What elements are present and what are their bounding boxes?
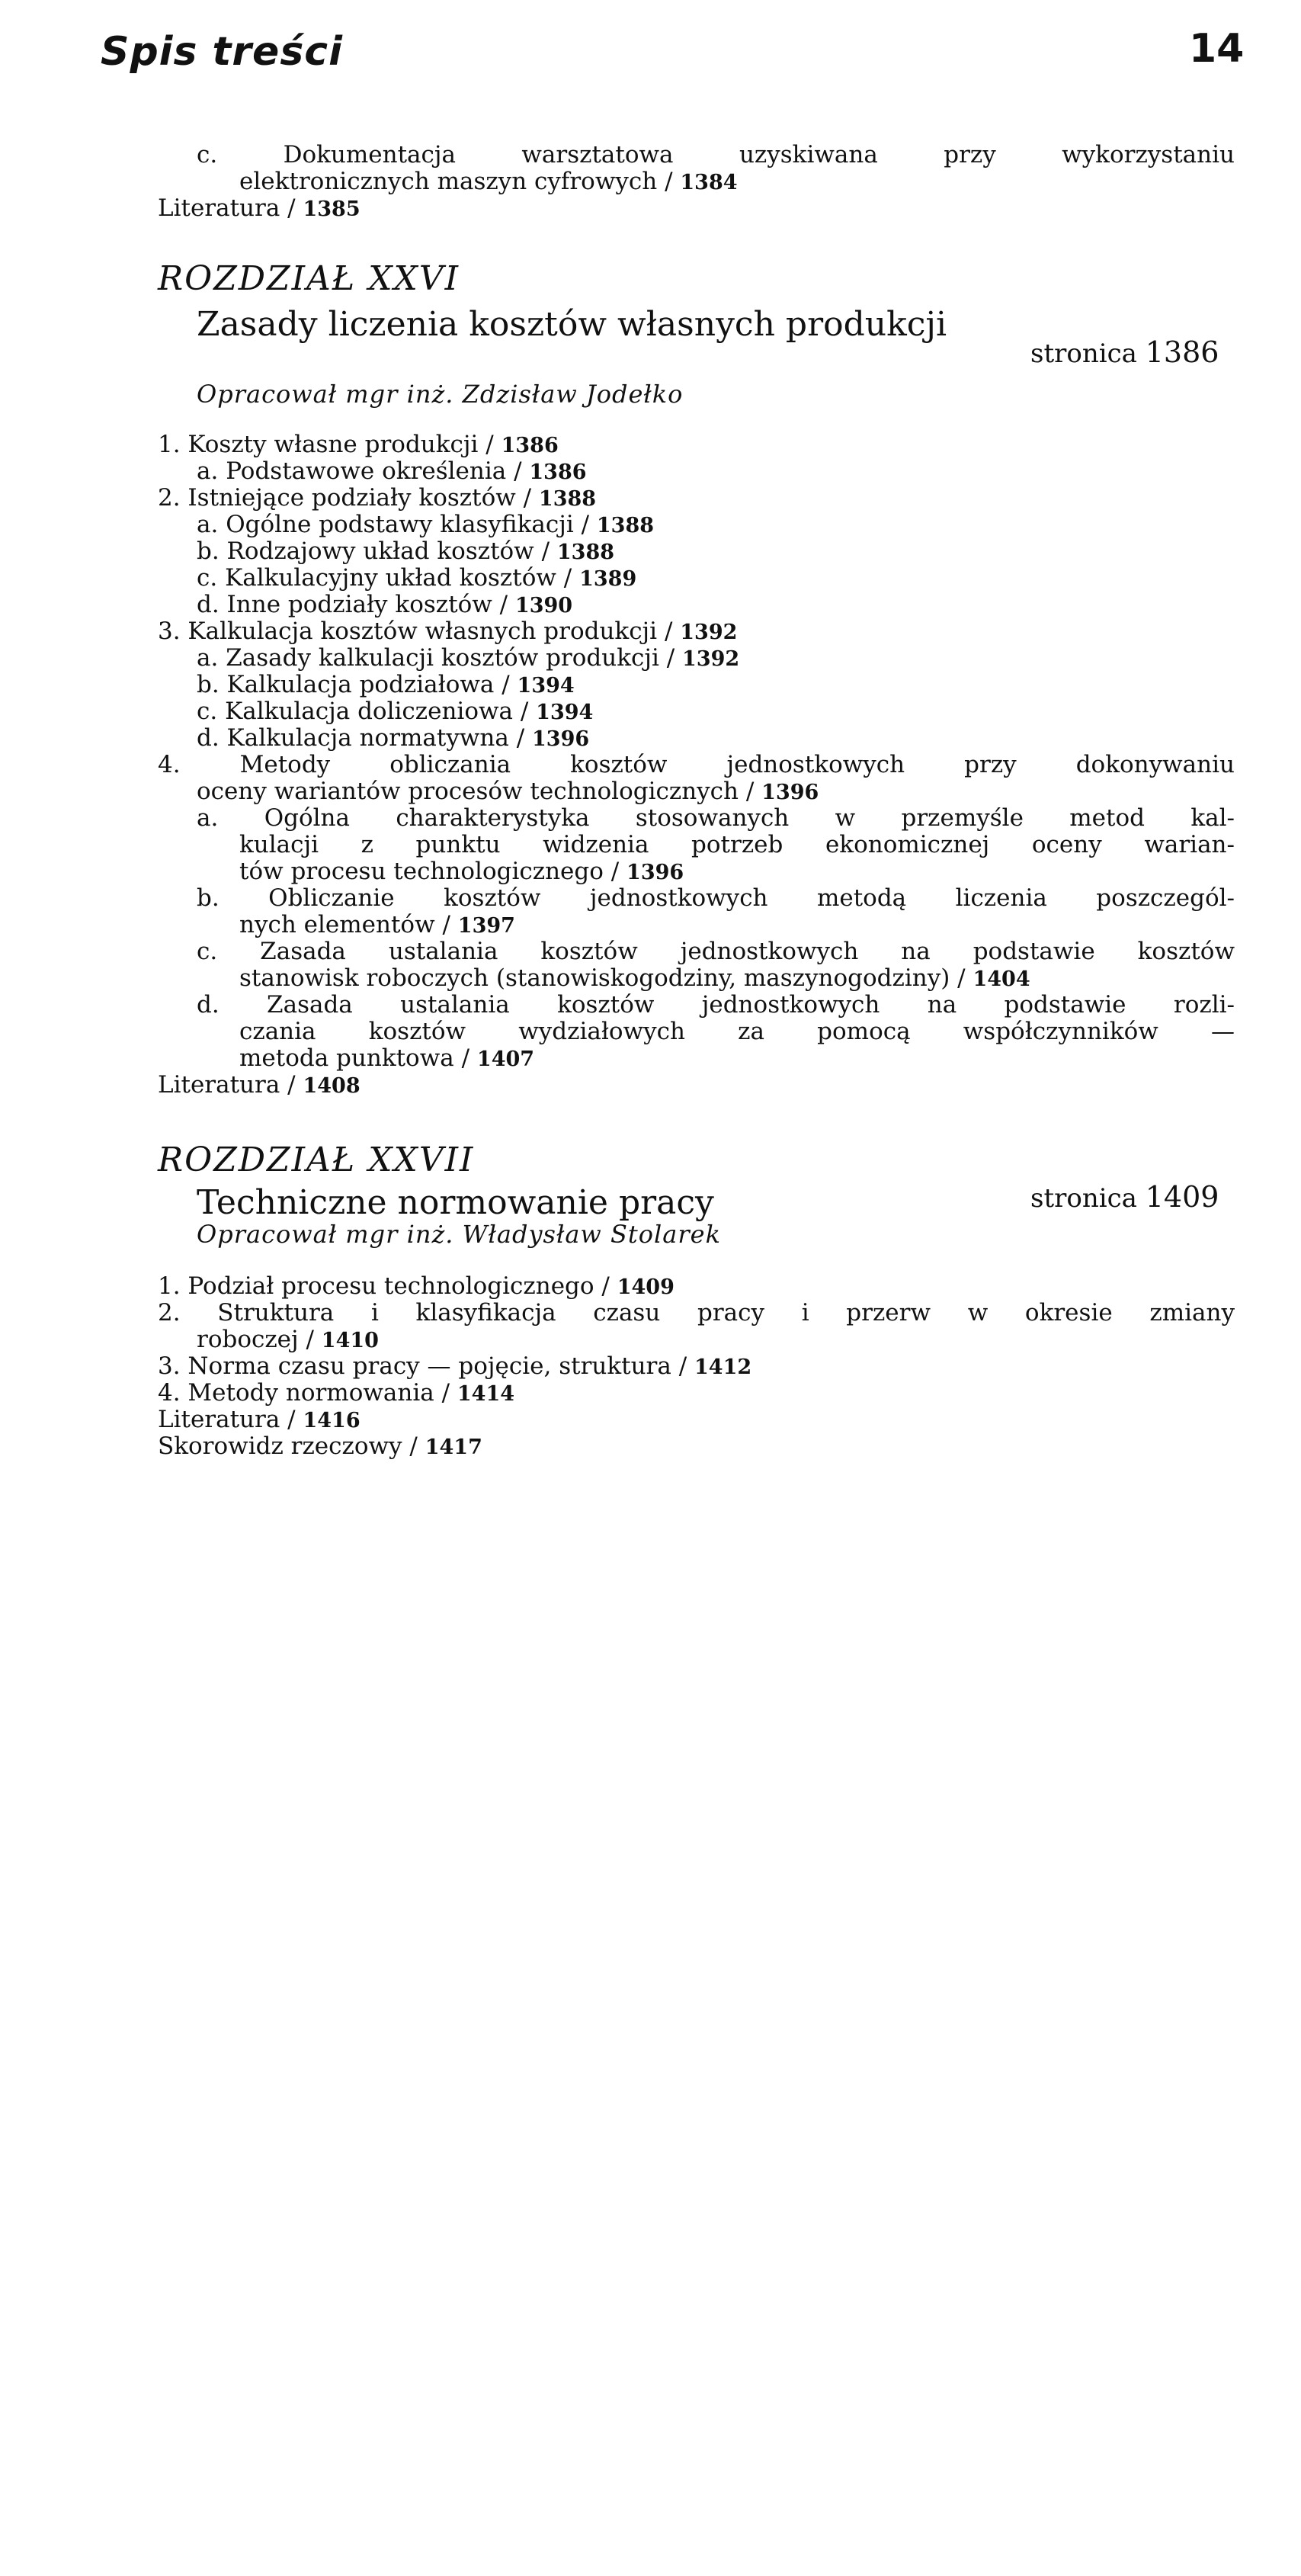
chapter-entries (0, 1273, 1301, 1460)
toc-entry: a. Ogólne podstawy klasyfikacji / 1388 (197, 511, 655, 538)
entry-page: 1388 (596, 514, 655, 537)
chapter-author: Opracował mgr inż. Władysław Stolarek (197, 1220, 721, 1249)
entry-page: 1394 (517, 674, 575, 698)
chapter-heading: ROZDZIAŁ XXVI (158, 259, 460, 298)
entry-page: 1417 (425, 1436, 482, 1459)
toc-entry: d. Kalkulacja normatywna / 1396 (197, 724, 590, 752)
toc-entry: c. Zasada ustalania kosztów jednostkowych na podstawie kosztów (197, 938, 1235, 965)
toc-entry: c. Kalkulacyjny układ kosztów / 1389 (197, 564, 637, 592)
entry-page: 1409 (617, 1275, 675, 1299)
toc-entry: 4. Metody obliczania kosztów jednostkowych przy dokonywaniu (158, 752, 1235, 778)
toc-entry: Skorowidz rzeczowy / 1417 (158, 1432, 482, 1460)
entry-page: 1392 (682, 647, 740, 671)
toc-entry: 1. Koszty własne produkcji / 1386 (158, 431, 559, 458)
toc-entry: Literatura / 1416 (158, 1406, 360, 1433)
entry-page: 1396 (761, 781, 819, 804)
entry-page: 1385 (303, 197, 360, 221)
entry-page: 1404 (973, 967, 1030, 991)
entry-page: 1416 (303, 1409, 360, 1432)
toc-entry: d. Zasada ustalania kosztów jednostkowych na podstawie rozli- (197, 992, 1235, 1019)
entry-page: 1386 (501, 434, 559, 457)
toc-entry: roboczej / 1410 (197, 1326, 379, 1353)
toc-entry: b. Obliczanie kosztów jednostkowych metodą liczenia poszczegól- (197, 885, 1235, 912)
toc-entry: metoda punktowa / 1407 (239, 1044, 535, 1072)
chapter-page-label: stronica (1030, 1183, 1137, 1214)
chapter-page: 1409 (1145, 1180, 1219, 1214)
running-header-page-number: 14 (1189, 26, 1245, 72)
intro-block (0, 142, 1301, 222)
toc-entry: b. Kalkulacja podziałowa / 1394 (197, 671, 575, 698)
toc-entry: kulacji z punktu widzenia potrzeb ekonomicznej oceny warian- (239, 832, 1235, 858)
toc-entry: tów procesu technologicznego / 1396 (239, 858, 684, 885)
entry-page: 1392 (680, 621, 738, 644)
toc-entry: 3. Norma czasu pracy — pojęcie, struktura / 1412 (158, 1352, 752, 1380)
chapter-author: Opracował mgr inż. Zdzisław Jodełko (197, 380, 684, 409)
toc-entry: oceny wariantów procesów technologicznych / 1396 (197, 778, 819, 805)
entry-page: 1390 (514, 594, 573, 618)
entry-page: 1397 (457, 914, 515, 938)
chapter-title: Zasady liczenia kosztów własnych produkcji (197, 305, 947, 344)
toc-entry: czania kosztów wydziałowych za pomocą współczynników — (239, 1019, 1235, 1045)
entry-page: 1389 (579, 567, 637, 591)
toc-entry: a. Zasady kalkulacji kosztów produkcji / 1392 (197, 644, 740, 672)
toc-entry: d. Inne podziały kosztów / 1390 (197, 591, 573, 618)
toc-entry: a. Podstawowe określenia / 1386 (197, 457, 587, 485)
toc-entry: 3. Kalkulacja kosztów własnych produkcji / 1392 (158, 618, 738, 645)
entry-page: 1386 (529, 460, 587, 484)
chapter-page: 1386 (1145, 335, 1219, 369)
toc-entry: 4. Metody normowania / 1414 (158, 1379, 515, 1407)
entry-page: 1396 (626, 861, 684, 884)
entry-page: 1414 (457, 1382, 515, 1406)
toc-entry: 2. Istniejące podziały kosztów / 1388 (158, 484, 597, 512)
toc-entry: nych elementów / 1397 (239, 911, 515, 938)
toc-entry: a. Ogólna charakterystyka stosowanych w przemyśle metod kal- (197, 805, 1235, 832)
toc-entry: b. Rodzajowy układ kosztów / 1388 (197, 537, 615, 565)
entry-page: 1412 (694, 1355, 752, 1379)
entry-page: 1388 (538, 487, 597, 511)
entry-page: 1384 (680, 171, 738, 194)
toc-entry: c. Kalkulacja doliczeniowa / 1394 (197, 698, 594, 725)
entry-page: 1407 (476, 1047, 535, 1071)
entry-page: 1408 (303, 1074, 360, 1098)
toc-entry: stanowisk roboczych (stanowiskogodziny, maszynogodziny) / 1404 (239, 964, 1030, 992)
chapter-page-ref (1030, 335, 1219, 369)
toc-entry: elektronicznych maszyn cyfrowych / 1384 (239, 168, 738, 195)
toc-entry: 2. Struktura i klasyfikacja czasu pracy i przerw w okresie zmiany (158, 1300, 1235, 1326)
chapter-entries (0, 431, 1301, 1099)
chapter-page-label: stronica (1030, 338, 1137, 369)
entry-page: 1394 (536, 701, 594, 724)
entry-page: 1396 (532, 727, 590, 751)
toc-entry: Literatura / 1385 (158, 194, 360, 222)
chapter-page-ref (1030, 1180, 1219, 1214)
chapter-title: Techniczne normowanie pracy (197, 1183, 714, 1222)
chapter-heading: ROZDZIAŁ XXVII (158, 1140, 475, 1179)
toc-entry: Literatura / 1408 (158, 1071, 360, 1099)
toc-entry: c. Dokumentacja warsztatowa uzyskiwana przy wykorzystaniu (197, 142, 1235, 168)
entry-page: 1388 (556, 541, 615, 564)
toc-entry: 1. Podział procesu technologicznego / 1409 (158, 1272, 675, 1300)
entry-page: 1410 (321, 1329, 379, 1352)
running-header-title: Spis treści (101, 29, 343, 75)
